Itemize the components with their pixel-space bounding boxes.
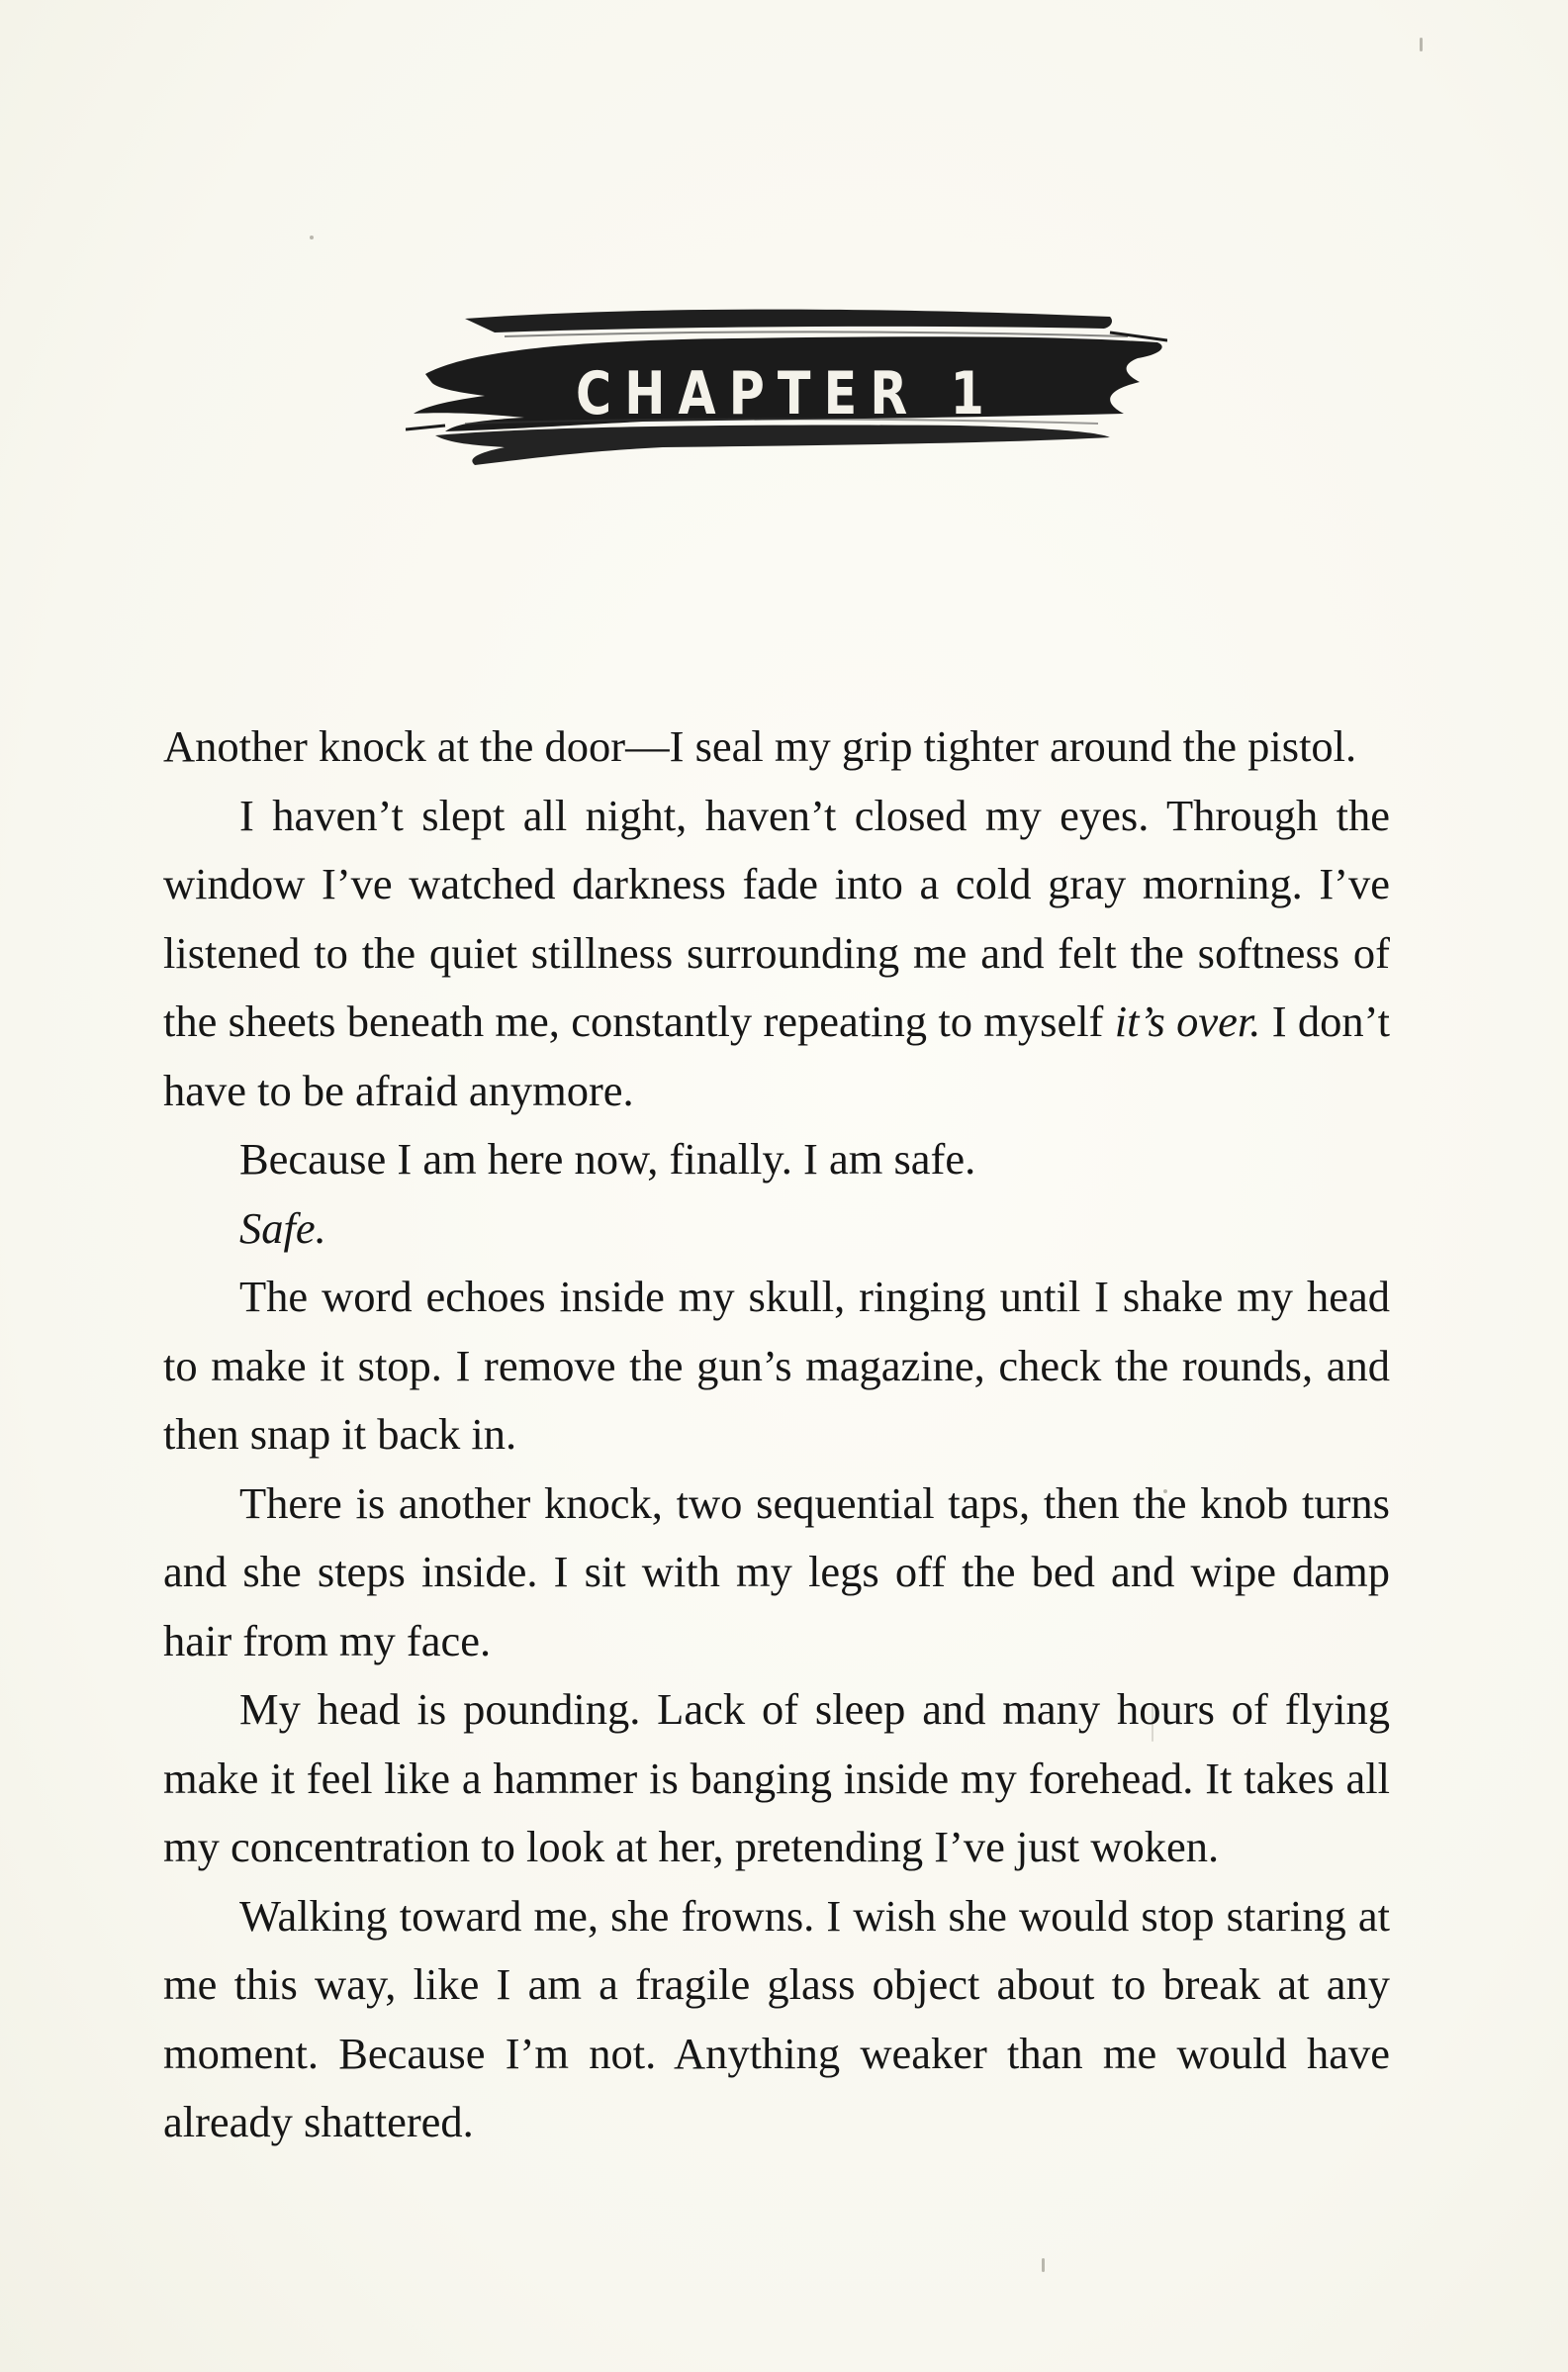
- paragraph: [163, 712, 1390, 782]
- paragraph-italic: Safe.: [239, 1202, 326, 1253]
- paragraph-text: Because I am here now, finally. I am safe.: [239, 1134, 976, 1184]
- paper-speck: [1042, 2258, 1045, 2272]
- paragraph-text: I haven’t slept all night, haven’t closed my eyes. Through the window I’ve watched darkness fade into a cold gray morning. I’ve listened to the quiet stillness surrounding me and felt the softness of the sheets beneath me, constantly repeating to myself: [163, 790, 1390, 1046]
- paragraph: [163, 1882, 1390, 2157]
- paragraph-text-after: I don’t have to be afraid anymore.: [163, 996, 1391, 1115]
- paragraph: [163, 1194, 1390, 1264]
- paragraph: [163, 782, 1390, 1126]
- paragraph-text: There is another knock, two sequential taps, then the knob turns and she steps inside. I sit with my legs off the bed and wipe damp hair from my face.: [163, 1477, 1390, 1665]
- chapter-heading: [406, 297, 1167, 495]
- paragraph: [163, 1470, 1390, 1676]
- paragraph-text: Walking toward me, she frowns. I wish she would stop staring at me this way, like I am a fragile glass object about to break at any moment. Because I’m not. Anything weaker than me would have already shattered.: [163, 1890, 1390, 2146]
- paragraph: [163, 1675, 1390, 1882]
- paragraph: [163, 1125, 1390, 1194]
- paragraph: [163, 1263, 1390, 1470]
- paragraph-text: The word echoes inside my skull, ringing until I shake my head to make it stop. I remove the gun’s magazine, check the rounds, and then snap it back in.: [163, 1272, 1390, 1459]
- paper-speck: [1420, 38, 1423, 51]
- paper-speck: [310, 236, 314, 239]
- chapter-body: [163, 712, 1390, 2157]
- chapter-title: CHAPTER 1: [576, 359, 997, 428]
- paragraph-text: My head is pounding. Lack of sleep and many hours of flying make it feel like a hammer is banging inside my forehead. It takes all my concentration to look at her, pretending I’ve just woken.: [163, 1684, 1390, 1871]
- paragraph-italic: it’s over.: [1114, 996, 1261, 1046]
- paragraph-text: Another knock at the door—I seal my grip tighter around the pistol.: [163, 721, 1357, 771]
